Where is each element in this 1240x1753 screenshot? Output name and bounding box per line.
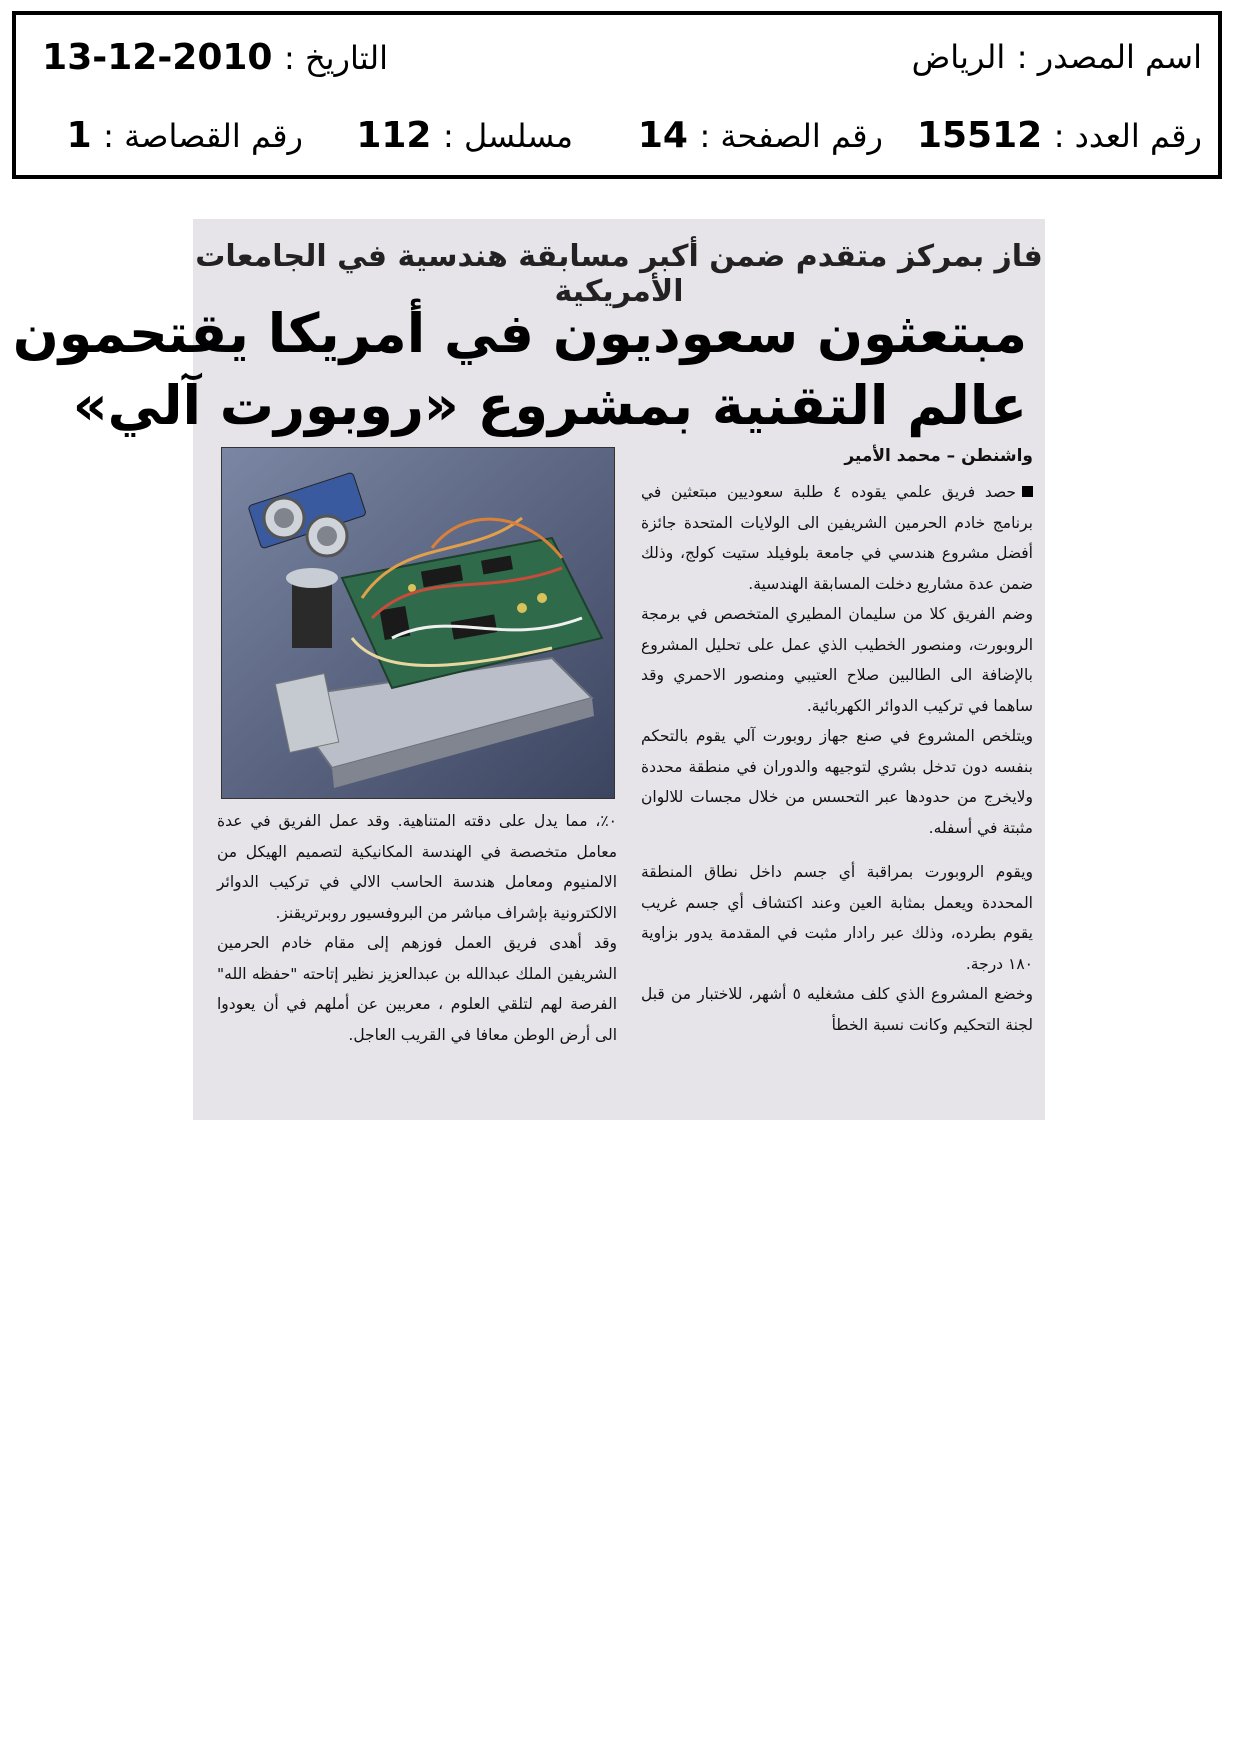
source-label: اسم المصدر : xyxy=(1016,38,1202,76)
clip-number-value: 1 xyxy=(66,115,92,156)
source-value: الرياض xyxy=(911,38,1006,76)
newspaper-clipping xyxy=(12,219,1045,1120)
clip-number-label: رقم القصاصة : xyxy=(103,117,303,155)
issue-label: رقم العدد : xyxy=(1053,117,1202,155)
page-value: 14 xyxy=(637,115,688,156)
article-column-right xyxy=(641,477,1033,1040)
serial-label: مسلسل : xyxy=(442,117,573,155)
article-paragraph: ٠٪، مما يدل على دقته المتناهية. وقد عمل الفريق في عدة معامل متخصصة في الهندسة المكانيكية لتصميم الهيكل من الالمنيوم ومعامل هندسة الحاسب الالي في تركيب الدوائر الالكترونية بإشراف مباشر من البروفسيور روبرتريقنز. xyxy=(217,812,617,922)
article-paragraph: ويقوم الروبورت بمراقبة أي جسم داخل نطاق المنطقة المحددة ويعمل بمثابة العين وعند اكتشاف أي جسم غريب يقوم بطرده، وذلك عبر رادار مثبت في المقدمة يدور بزاوية ١٨٠ درجة. xyxy=(641,863,1033,973)
page-field xyxy=(638,115,883,156)
article-paragraph-text: حصد فريق علمي يقوده ٤ طلبة سعوديين مبتعثين في برنامج خادم الحرمين الشريفين الى الولايات المتحدة جائزة أفضل مشروع هندسي في جامعة بلوفيلد ستيت كولج، وذلك ضمن عدة مشاريع دخلت المسابقة الهندسية. xyxy=(641,483,1033,593)
article-headline-line1: مبتعثون سعوديون في أمريكا يقتحمون xyxy=(12,302,1027,365)
article-kicker: فاز بمركز متقدم ضمن أكبر مسابقة هندسية في الجامعات الأمريكية xyxy=(195,239,1043,309)
robot-photo xyxy=(221,447,615,799)
page-label: رقم الصفحة : xyxy=(699,117,883,155)
article-paragraph: وقد أهدى فريق العمل فوزهم إلى مقام خادم الحرمين الشريفين الملك عبدالله بن عبدالعزيز نظير إتاحته "حفظه الله" الفرصة لهم لتلقي العلوم ، معربين عن أملهم في أن يعودوا الى أرض الوطن معافا في القريب العاجل. xyxy=(217,934,617,1044)
source-field xyxy=(912,37,1202,76)
article-paragraph: وخضع المشروع الذي كلف مشغليه ٥ أشهر، للاختبار من قبل لجنة التحكيم وكانت نسبة الخطأ xyxy=(641,985,1033,1034)
date-field xyxy=(42,37,388,78)
article-headline-line2: عالم التقنية بمشروع «روبورت آلي» xyxy=(72,374,1027,437)
paragraph-bullet-icon xyxy=(1022,486,1033,497)
article-paragraph: ويتلخص المشروع في صنع جهاز روبورت آلي يقوم بالتحكم بنفسه دون تدخل بشري لتوجيهه والدوران في منطقة محددة ولايخرج من حدودها عبر التحسس من خلال مجسات للالوان مثبتة في أسفله. xyxy=(641,727,1033,837)
article-byline: واشنطن – محمد الأمير xyxy=(844,446,1033,466)
article-column-left xyxy=(217,806,617,1050)
date-label: التاريخ : xyxy=(283,39,388,77)
issue-field xyxy=(917,115,1202,156)
serial-field xyxy=(356,115,573,156)
issue-value: 15512 xyxy=(916,115,1043,156)
clipping-header-box xyxy=(12,11,1222,179)
robot-illustration xyxy=(222,448,614,798)
article-paragraph: وضم الفريق كلا من سليمان المطيري المتخصص في برمجة الروبورت، ومنصور الخطيب الذي عمل على تحليل المشروع بالإضافة الى الطالبين صلاح العتيبي ومنصور الاحمري وقد ساهما في تركيب الدوائر الكهربائية. xyxy=(641,605,1033,715)
date-value: 2010-12-13 xyxy=(42,37,273,78)
clip-number-field xyxy=(67,115,303,156)
article-paragraph xyxy=(641,477,1033,599)
serial-value: 112 xyxy=(356,115,432,156)
